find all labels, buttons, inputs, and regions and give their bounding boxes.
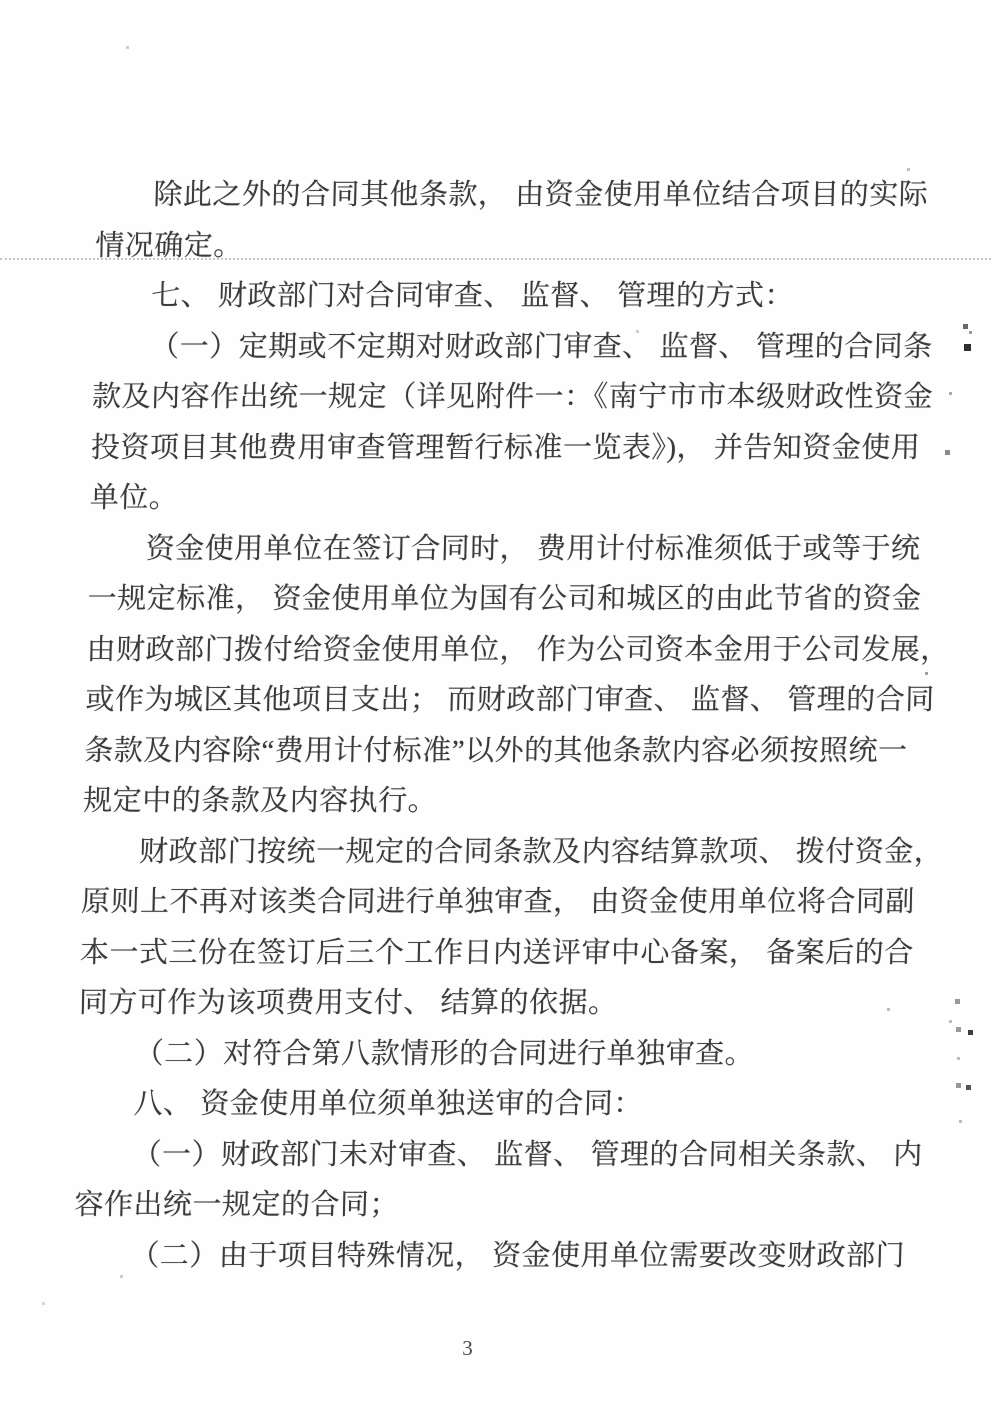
document-text-line: 一规定标准， 资金使用单位为国有公司和城区的由此节省的资金 xyxy=(87,583,922,615)
document-text-line: 条款及内容除“费用计付标准”以外的其他条款内容必须按照统一 xyxy=(83,734,908,767)
document-text-line: 财政部门按统一规定的合同条款及内容结算款项、 拨付资金， xyxy=(138,835,944,868)
document-text-line: 资金使用单位在签订合同时， 费用计付标准须低于或等于统 xyxy=(145,532,921,565)
scan-noise-specks xyxy=(0,0,3,3)
page-number: 3 xyxy=(462,1336,474,1360)
document-text-line: 单位。 xyxy=(89,482,179,514)
document-text-line: 同方可作为该项费用支付、 结算的依据。 xyxy=(78,987,618,1019)
document-text-line: 由财政部门拨付给资金使用单位， 作为公司资本金用于公司发展， xyxy=(86,633,951,666)
document-text-line: 或作为城区其他项目支出； 而财政部门审查、 监督、 管理的合同 xyxy=(85,684,936,716)
document-text-line: 情况确定。 xyxy=(95,229,244,262)
document-text-line: 八、 资金使用单位须单独送审的合同： xyxy=(133,1088,644,1120)
document-text-line: 款及内容作出统一规定（详见附件一：《南宁市市本级财政性资金 xyxy=(91,381,934,413)
document-body xyxy=(73,170,961,1281)
document-text-line: 规定中的条款及内容执行。 xyxy=(82,785,438,817)
document-text-line: 原则上不再对该类合同进行单独审查， 由资金使用单位将合同副 xyxy=(80,886,916,918)
document-text-line: 除此之外的合同其他条款， 由资金使用单位结合项目的实际 xyxy=(153,179,929,211)
document-text-line: （一）财政部门未对审查、 监督、 管理的合同相关条款、 内 xyxy=(132,1138,924,1171)
document-text-line: 容作出统一规定的合同； xyxy=(74,1189,400,1221)
document-text-line: （一）定期或不定期对财政部门审查、 监督、 管理的合同条 xyxy=(149,330,934,363)
document-text-line: （二）由于项目特殊情况， 资金使用单位需要改变财政部门 xyxy=(129,1239,906,1272)
document-text-line: 投资项目其他费用审查管理暂行标准一览表》)， 并告知资金使用 xyxy=(90,431,921,464)
document-text-line: 本一式三份在签订后三个工作日内送评审中心备案， 备案后的合 xyxy=(79,936,915,969)
document-text-line: 七、 财政部门对合同审查、 监督、 管理的方式： xyxy=(150,280,795,312)
document-text-line: （二）对符合第八款情形的合同进行单独审查。 xyxy=(134,1037,755,1070)
